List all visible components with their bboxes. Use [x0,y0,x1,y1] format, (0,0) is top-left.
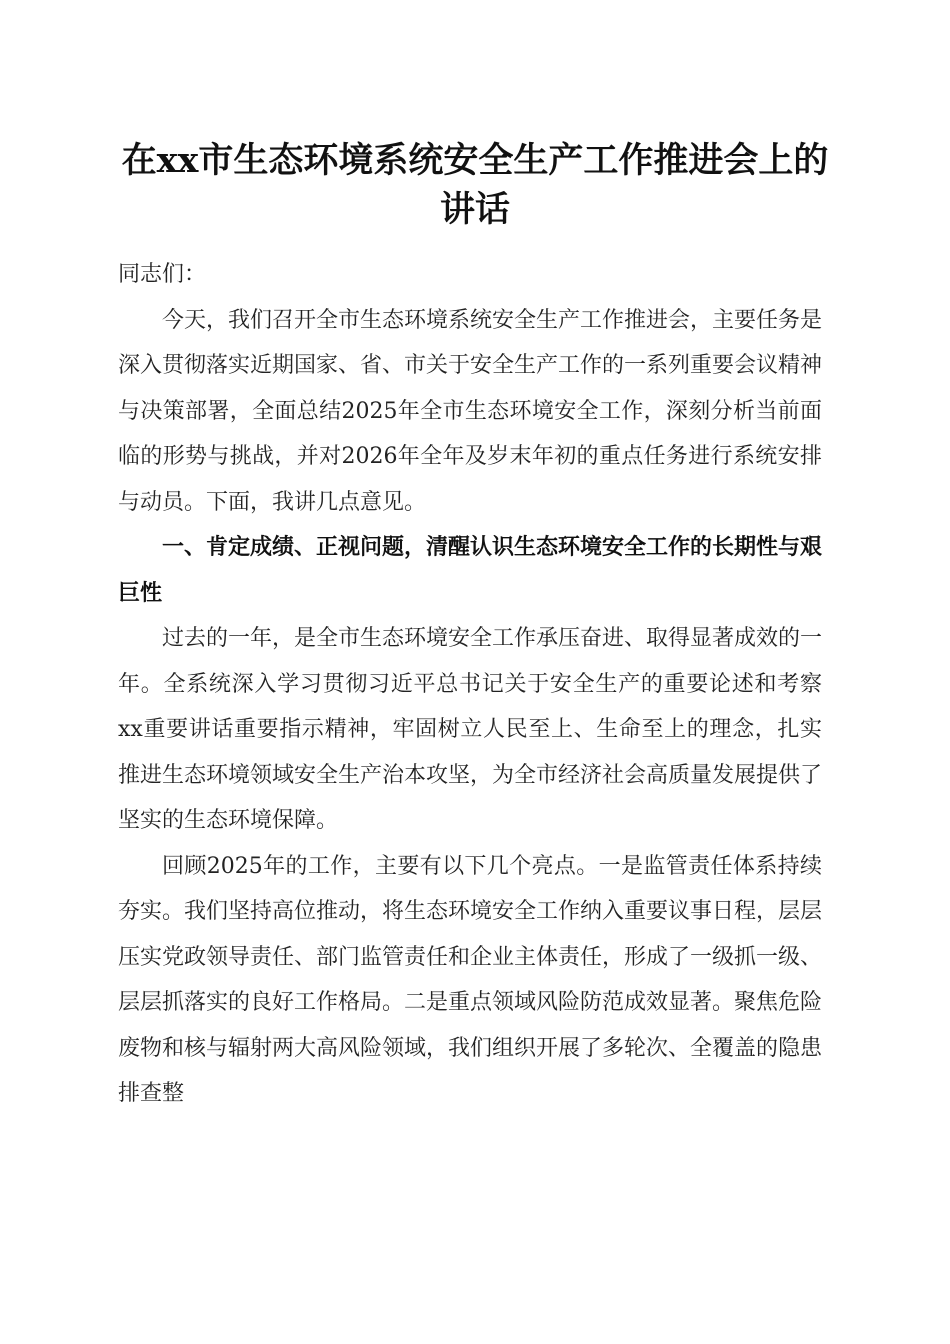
document-title: 在xx市生态环境系统安全生产工作推进会上的讲话 [121,140,829,230]
paragraph-intro: 今天，我们召开全市生态环境系统安全生产工作推进会，主要任务是深入贯彻落实近期国家、省、市关于安全生产工作的一系列重要会议精神与决策部署，全面总结2025年全市生态环境安全工作，深刻分析当前面临的形势与挑战，并对2026年全年及岁末年初的重点任务进行系统安排与动员。下面，我讲几点意见。 [118,307,823,515]
paragraph-review: 过去的一年，是全市生态环境安全工作承压奋进、取得显著成效的一年。全系统深入学习贯彻习近平总书记关于安全生产的重要论述和考察xx重要讲话重要指示精神，牢固树立人民至上、生命至上的理念，扎实推进生态环境领域安全生产治本攻坚，为全市经济社会高质量发展提供了坚实的生态环境保障。 [118,626,823,833]
salutation: 同志们： [118,262,207,287]
section-heading-1: 一、肯定成绩、正视问题，清醒认识生态环境安全工作的长期性与艰巨性 [118,535,823,606]
document-body [118,252,822,1117]
paragraph-highlights: 回顾2025年的工作，主要有以下几个亮点。一是监管责任体系持续夯实。我们坚持高位推动，将生态环境安全工作纳入重要议事日程，层层压实党政领导责任、部门监管责任和企业主体责任，形成了一级抓一级、层层抓落实的良好工作格局。二是重点领域风险防范成效显著。聚焦危险废物和核与辐射两大高风险领域，我们组织开展了多轮次、全覆盖的隐患排查整 [118,853,823,1106]
